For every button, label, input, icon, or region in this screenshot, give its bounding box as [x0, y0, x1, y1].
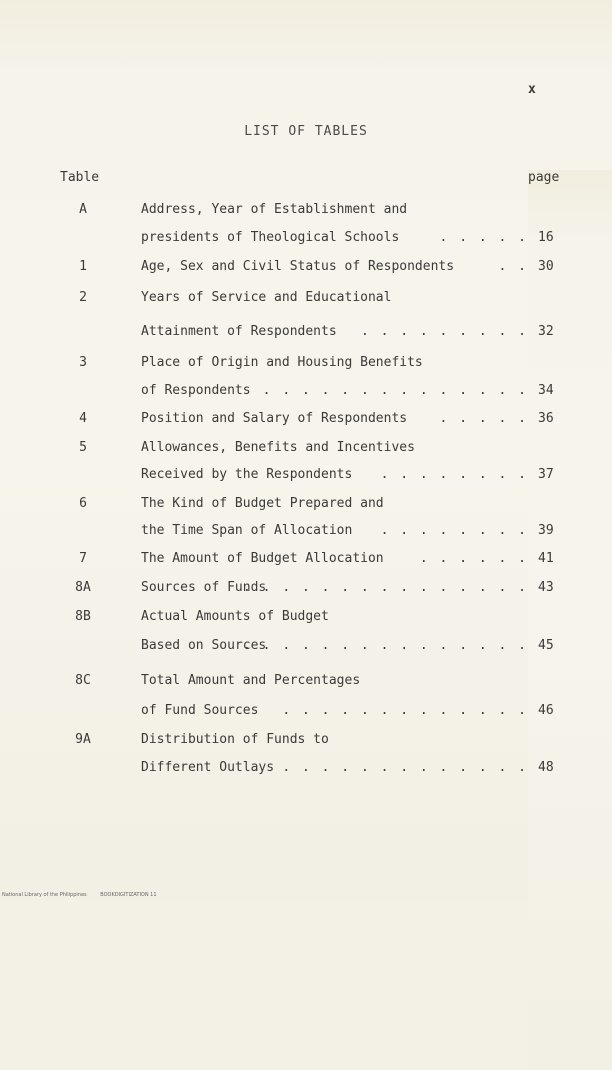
table-number: 9A	[75, 732, 91, 747]
table-title-line: of Respondents	[141, 383, 251, 398]
table-title-line: the Time Span of Allocation	[141, 523, 353, 538]
page-number: x	[528, 82, 536, 97]
dot-leader: . . . . .	[439, 411, 528, 426]
table-title-line: Allowances, Benefits and Incentives	[141, 440, 415, 455]
table-number: 3	[79, 355, 87, 370]
dot-leader: . . . . . . . . . . . . . .	[262, 383, 528, 398]
table-number: 4	[79, 411, 87, 426]
dot-leader: . . . . . . . . . . . . . . .	[243, 638, 528, 653]
table-number: 7	[79, 551, 87, 566]
table-number: 8C	[75, 673, 91, 688]
table-title-line: Total Amount and Percentages	[141, 673, 361, 688]
table-page-number: 46	[538, 703, 554, 718]
table-title-line: Place of Origin and Housing Benefits	[141, 355, 423, 370]
table-page-number: 32	[538, 324, 554, 339]
table-title-line: Years of Service and Educational	[141, 290, 392, 305]
table-title-line: Different Outlays	[141, 760, 275, 775]
table-page-number: 34	[538, 383, 554, 398]
table-title-line: Actual Amounts of Budget	[141, 609, 329, 624]
table-title-line: Attainment of Respondents	[141, 324, 337, 339]
table-number: 8A	[75, 580, 91, 595]
table-page-number: 48	[538, 760, 554, 775]
table-page-number: 41	[538, 551, 554, 566]
table-title-line: of Fund Sources	[141, 703, 259, 718]
table-title-line: Position and Salary of Respondents	[141, 411, 408, 426]
table-page-number: 36	[538, 411, 554, 426]
dot-leader: . . . . . . . .	[380, 467, 528, 482]
table-title-line: The Amount of Budget Allocation	[141, 551, 384, 566]
table-title-line: presidents of Theological Schools	[141, 230, 400, 245]
table-number: 2	[79, 290, 87, 305]
table-title-line: Address, Year of Establishment and	[141, 202, 408, 217]
table-number: 6	[79, 496, 87, 511]
footer-right: BOOKDIGITIZATION 11	[100, 892, 157, 898]
table-page-number: 16	[538, 230, 554, 245]
table-page-number: 37	[538, 467, 554, 482]
dot-leader: . . . . . . . . .	[360, 324, 528, 339]
table-title-line: The Kind of Budget Prepared and	[141, 496, 384, 511]
table-title-line: Received by the Respondents	[141, 467, 353, 482]
column-header-table: Table	[60, 170, 100, 185]
table-number: 5	[79, 440, 87, 455]
dot-leader: . . . . . . . . . . . . . . .	[243, 580, 528, 595]
dot-leader: . . . . . . . .	[380, 523, 528, 538]
table-title-line: Sources of Funds	[141, 580, 267, 595]
dot-leader: . . . . . . . . . . . . .	[282, 703, 528, 718]
table-title-line: Based on Sources	[141, 638, 267, 653]
table-page-number: 39	[538, 523, 554, 538]
table-title-line: Distribution of Funds to	[141, 732, 329, 747]
table-page-number: 45	[538, 638, 554, 653]
footer	[2, 892, 169, 898]
dot-leader: . . . . . . . . . . . . .	[282, 760, 528, 775]
table-number: A	[79, 202, 87, 217]
table-number: 1	[79, 259, 87, 274]
table-number: 8B	[75, 609, 91, 624]
footer-left: National Library of the Philippines	[2, 892, 87, 898]
table-title-line: Age, Sex and Civil Status of Respondents	[141, 259, 455, 274]
dot-leader: . .	[498, 259, 528, 274]
table-page-number: 30	[538, 259, 554, 274]
page-title: LIST OF TABLES	[244, 124, 368, 139]
dot-leader: . . . . . .	[419, 551, 528, 566]
dot-leader: . . . . .	[439, 230, 528, 245]
column-header-page: page	[528, 170, 612, 1070]
table-page-number: 43	[538, 580, 554, 595]
